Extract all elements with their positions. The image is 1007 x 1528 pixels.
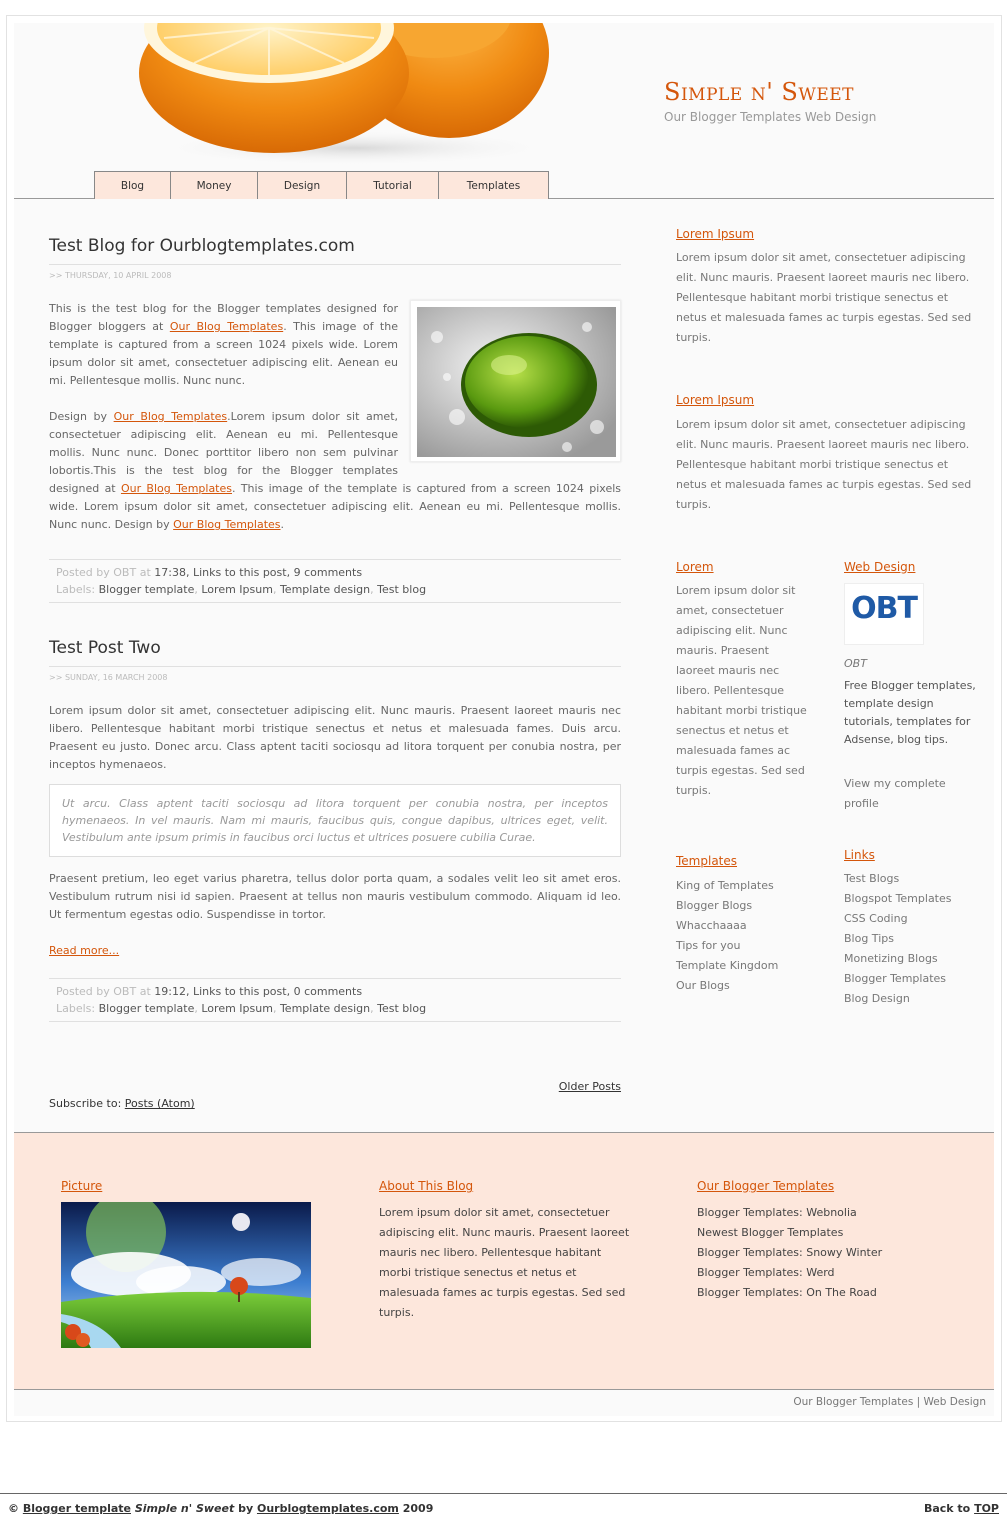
blogger-template-link[interactable]: Blogger template — [22, 1502, 131, 1515]
at-label: at — [139, 566, 151, 579]
list-item[interactable]: Test Blogs — [844, 872, 900, 885]
post — [49, 236, 621, 603]
by-label: by — [238, 1502, 254, 1515]
widget-title[interactable]: Links — [844, 848, 875, 862]
post — [49, 638, 621, 1022]
post-text: . This image of the template is captured from a screen 1024 pixels wide. Lorem ipsum dolor sit amet, consectetuer adipiscing elit. Aenean eu mi. Pellentesque mollis. Nunc nunc. Design by — [49, 482, 621, 531]
at-label: at — [139, 985, 151, 998]
profile-name[interactable]: OBT — [844, 657, 867, 670]
post-text: Praesent pretium, leo eget varius pharetra, tellus dolor porta quam, a sodales velit leo sit amet eros. Vestibulum rutrum nisi id sapien. Praesent at tellus non mauris vestibulum commodo. Aliquam id leo. Ut fermentum egestas odio. Suspendisse in tortor. — [49, 872, 621, 921]
widget-text: Lorem ipsum dolor sit amet, consectetuer adipiscing elit. Nunc mauris. Praesent laoreet mauris nec libero. Pellentesque habitant morbi tristique senectus et netus et malesuada fames ac turpis egestas. Sed sed turpis. — [676, 584, 807, 797]
post-time-link[interactable]: 17:38 — [154, 566, 186, 579]
list-item[interactable]: Our Blogs — [676, 979, 730, 992]
labels-prefix: Labels: — [56, 583, 96, 596]
post-title[interactable]: Test Post Two — [49, 638, 161, 658]
ourblogtemplates-link[interactable]: Ourblogtemplates.com — [256, 1502, 399, 1515]
copyright-symbol: © — [8, 1502, 19, 1515]
view-profile-link[interactable]: View my complete profile — [844, 777, 946, 810]
label-link[interactable]: Blogger template — [98, 583, 195, 596]
about-title[interactable]: About This Blog — [379, 1179, 474, 1193]
list-item[interactable]: Blogger Templates — [844, 972, 947, 985]
nav-item-blog[interactable]: Blog — [94, 171, 170, 199]
header — [14, 23, 994, 199]
widget-text: Lorem ipsum dolor sit amet, consectetuer adipiscing elit. Nunc mauris. Praesent laoreet mauris nec libero. Pellentesque habitant morbi tristique senectus et netus et malesuada fames ac turpis egestas. Sed sed turpis. — [676, 418, 972, 511]
list-item[interactable]: Whacchaaaa — [676, 919, 747, 932]
logo-text: OBT — [851, 591, 917, 626]
profile-logo[interactable] — [844, 583, 924, 645]
widget-title[interactable]: Lorem — [676, 560, 714, 574]
list-item[interactable]: Template Kingdom — [676, 959, 779, 972]
lime-image — [410, 300, 621, 462]
profile-title[interactable]: Web Design — [844, 560, 916, 574]
list-item[interactable]: Blogger Blogs — [676, 899, 753, 912]
page-inner — [14, 23, 994, 1416]
nav-item-templates[interactable]: Templates — [438, 171, 549, 199]
picture-title[interactable]: Picture — [61, 1179, 103, 1193]
post-date: >> THURSDAY, 10 APRIL 2008 — [49, 271, 172, 280]
nav-item-design[interactable]: Design — [257, 171, 346, 199]
label-link[interactable]: Test blog — [377, 1002, 427, 1015]
read-more-link[interactable]: Read more... — [49, 944, 120, 957]
list-item[interactable]: King of Templates — [676, 879, 774, 892]
list-item[interactable]: Blog Tips — [844, 932, 894, 945]
list-item[interactable]: Blog Design — [844, 992, 910, 1005]
blogger-templates-list — [697, 1203, 882, 1303]
post-text: .Lorem ipsum dolor sit amet, consectetuer adipiscing elit. Aenean eu mi. Pellentesque mollis. Nunc nunc. Donec porttitor libero non sem pulvinar lobortis.This is the test blog for the Blogger templates designed at — [49, 410, 398, 495]
post-text: Lorem ipsum dolor sit amet, consectetuer adipiscing elit. Nunc mauris. Praesent laoreet mauris nec libero. Pellentesque habitant morbi tristique senectus et netus et malesuada fames. Duis arcu. Praesent eu justo. Donec arcu. Class aptent taciti sociosqu ad litora torquent per conubia nostra, per inceptos hymenaeos. — [49, 704, 621, 771]
post-footer: Posted by OBT at 17:38, Links to this post, 9 comments Labels: Blogger template, Lorem Ipsum, Template design, Test blog — [49, 559, 621, 603]
atom-feed-link[interactable]: Posts (Atom) — [124, 1097, 195, 1110]
top-link[interactable]: TOP — [974, 1502, 999, 1515]
label-link[interactable]: Lorem Ipsum — [201, 583, 273, 596]
back-to-label: Back to — [923, 1502, 971, 1515]
widget-title[interactable]: Lorem Ipsum — [676, 227, 755, 241]
label-link[interactable]: Lorem Ipsum — [201, 1002, 273, 1015]
our-blog-templates-link[interactable]: Our Blog Templates — [120, 482, 232, 495]
post-body — [49, 300, 621, 534]
links-to-post[interactable]: , Links to this post — [185, 985, 287, 998]
profile-about: Free Blogger templates, template design tutorials, templates for Adsense, blog tips. — [844, 679, 976, 746]
nav-item-tutorial[interactable]: Tutorial — [346, 171, 438, 199]
blockquote: Ut arcu. Class aptent taciti sociosqu ad litora torquent per conubia nostra, per inceptos hymenaeos. In vel mauris. Nam mi mauris, faucibus quis, congue dapibus, ultrices eget, velit. Vestibulum ante ipsum primis in faucibus orci luctus et ultrices posuere cubilia Curae. — [49, 784, 621, 857]
list-item[interactable]: Blogger Templates: Werd — [697, 1266, 835, 1279]
post-text: Design by — [49, 410, 114, 423]
label-link[interactable]: Test blog — [377, 583, 427, 596]
nav-bar — [94, 171, 549, 199]
site-title[interactable]: Simple n' Sweet — [664, 78, 855, 106]
posted-by-label: Posted by — [56, 566, 110, 579]
labels-prefix: Labels: — [56, 1002, 96, 1015]
site-description: Our Blogger Templates Web Design — [664, 110, 877, 124]
post-text: . This image of the template is captured from a screen 1024 pixels wide. Lorem ipsum dolor sit amet, consectetuer adipiscing elit. Aenean eu mi. Pellentesque mollis. Nunc nunc. — [49, 320, 398, 387]
post-title[interactable]: Test Blog for Ourblogtemplates.com — [49, 236, 355, 256]
post-text: This is the test blog for the Blogger templates designed for Blogger bloggers at — [49, 302, 398, 333]
templates-list — [676, 876, 778, 996]
older-posts-link[interactable]: Older Posts — [558, 1080, 621, 1093]
list-item[interactable]: Blogger Templates: Webnolia — [697, 1206, 857, 1219]
post-author[interactable]: OBT — [113, 985, 137, 998]
widget-title[interactable]: Lorem Ipsum — [676, 393, 755, 407]
bottom-bar — [0, 1493, 1007, 1528]
links-to-post[interactable]: , Links to this post — [185, 566, 287, 579]
footer-band — [14, 1132, 994, 1390]
list-item[interactable]: Blogger Templates: Snowy Winter — [697, 1246, 883, 1259]
links-list — [844, 869, 952, 1009]
list-item[interactable]: Blogger Templates: On The Road — [697, 1286, 877, 1299]
list-item[interactable]: CSS Coding — [844, 912, 908, 925]
post-body — [49, 702, 621, 960]
post-date: >> SUNDAY, 16 MARCH 2008 — [49, 673, 168, 682]
blogger-templates-title[interactable]: Our Blogger Templates — [697, 1179, 835, 1193]
post-text: . — [280, 518, 285, 531]
widget-title[interactable]: Templates — [676, 854, 738, 868]
landscape-image — [61, 1202, 311, 1348]
comments-link[interactable]: , 9 comments — [286, 566, 363, 579]
list-item[interactable]: Blogspot Templates — [844, 892, 952, 905]
label-link[interactable]: Template design — [279, 583, 371, 596]
our-blog-templates-link[interactable]: Our Blog Templates — [169, 320, 284, 333]
orange-header-image — [104, 23, 574, 171]
post-author[interactable]: OBT — [113, 566, 137, 579]
blog-pager — [49, 1080, 621, 1110]
list-item[interactable]: Newest Blogger Templates — [697, 1226, 844, 1239]
post-footer: Posted by OBT at 19:12, Links to this post, 0 comments Labels: Blogger template, Lorem Ipsum, Template design, Test blog — [49, 978, 621, 1022]
about-text: Lorem ipsum dolor sit amet, consectetuer adipiscing elit. Nunc mauris. Praesent laoreet mauris nec libero. Pellentesque habitant morbi tristique senectus et netus et malesuada fames ac turpis egestas. Sed sed turpis. — [379, 1206, 630, 1319]
copyright-line — [8, 1502, 433, 1515]
subscribe-label: Subscribe to: — [49, 1097, 122, 1110]
post-time-link[interactable]: 19:12 — [154, 985, 186, 998]
widget-text: Lorem ipsum dolor sit amet, consectetuer adipiscing elit. Nunc mauris. Praesent laoreet mauris nec libero. Pellentesque habitant morbi tristique senectus et netus et malesuada fames ac turpis egestas. Sed sed turpis. — [676, 251, 972, 344]
posted-by-label: Posted by — [56, 985, 110, 998]
list-item[interactable]: Monetizing Blogs — [844, 952, 938, 965]
label-link[interactable]: Template design — [279, 1002, 371, 1015]
our-blog-templates-link[interactable]: Our Blog Templates — [113, 410, 228, 423]
our-blog-templates-link[interactable]: Our Blog Templates — [173, 518, 281, 531]
label-link[interactable]: Blogger template — [98, 1002, 195, 1015]
back-to-top — [924, 1502, 999, 1515]
nav-item-money[interactable]: Money — [170, 171, 257, 199]
list-item[interactable]: Tips for you — [676, 939, 741, 952]
year: 2009 — [402, 1502, 434, 1515]
template-name: Simple n' Sweet — [134, 1502, 235, 1515]
comments-link[interactable]: , 0 comments — [286, 985, 363, 998]
page-frame — [6, 15, 1002, 1422]
credits[interactable]: Our Blogger Templates | Web Design — [793, 1396, 986, 1408]
